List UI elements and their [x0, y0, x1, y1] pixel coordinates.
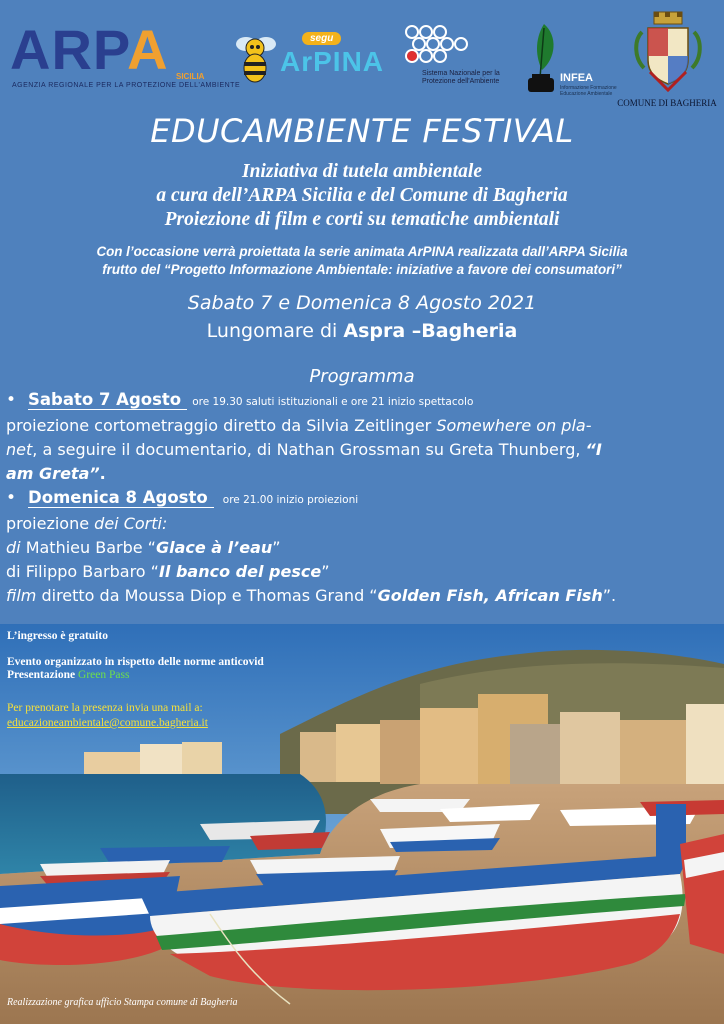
film-title: Il banco del pesce: [158, 562, 322, 581]
program-text: ”.: [602, 586, 617, 605]
program-text: diretto da Moussa Diop e Thomas Grand “: [36, 586, 378, 605]
program-text: dei Corti:: [94, 514, 168, 533]
film-title: Somewhere on pla-: [436, 416, 592, 435]
event-subtitle-line: Proiezione di film e corti su tematiche ambientali: [164, 209, 560, 230]
arpina-logo: [232, 28, 392, 88]
green-pass-info: [7, 669, 129, 682]
program-text: , a seguire il documentario, di Nathan Grossman su Greta Thunberg,: [32, 440, 586, 459]
program-text: ”: [321, 562, 330, 581]
arpa-logo-region: SICILIA: [176, 72, 205, 81]
program-text: proiezione cortometraggio diretto da Silvia Zeitlinger: [6, 416, 437, 435]
program-text: film: [6, 586, 37, 605]
bullet: •: [6, 390, 17, 410]
program-text: Mathieu Barbe “: [20, 538, 156, 557]
event-place-name: Aspra –Bagheria: [343, 320, 518, 342]
coat-of-arms-icon: [628, 10, 708, 96]
infea-logo-text: INFEA: [560, 72, 593, 84]
event-note-line: Con l’occasione verrà proiettata la serie animata ArPINA realizzata dall’ARPA Sicilia: [96, 244, 628, 259]
arpina-logo-tag: segu: [302, 32, 341, 45]
graphic-credit: Realizzazione grafica ufficio Stampa comune di Bagheria: [7, 997, 238, 1008]
event-title: EDUCAMBIENTE FESTIVAL: [150, 112, 574, 150]
arpa-logo-a: A: [127, 18, 169, 81]
quill-inkwell-icon: [522, 22, 562, 98]
program-text: di: [6, 538, 21, 557]
event-note-line: frutto del “Progetto Informazione Ambientale: iniziative a favore dei consumatori”: [102, 262, 622, 277]
film-title: am Greta”: [6, 464, 100, 483]
program-day-1: [6, 390, 722, 486]
infea-logo-subtitle: Informazione Formazione Educazione Ambientale: [560, 85, 617, 97]
bee-icon: [232, 30, 278, 88]
event-place: [0, 320, 724, 342]
presentation-prefix: Presentazione: [7, 669, 79, 681]
program-text: proiezione: [6, 514, 95, 533]
covid-info: [7, 656, 264, 669]
event-place-prefix: Lungomare di: [206, 320, 344, 342]
beach-boats-photo: [0, 624, 724, 1024]
booking-text: Per prenotare la presenza invia una mail a:: [7, 702, 203, 714]
program-day-label: Sabato 7 Agosto: [28, 390, 187, 410]
film-title: Golden Fish, African Fish: [377, 586, 603, 605]
email-link[interactable]: educazioneambientale@comune.bagheria.it: [7, 717, 208, 729]
arpa-logo-text: ARP: [10, 18, 128, 81]
bullet: •: [6, 488, 17, 508]
entry-info: [7, 630, 108, 643]
film-title: net: [6, 440, 33, 459]
logo-bar: [0, 0, 724, 110]
program-schedule: ore 19.30 saluti istituzionali e ore 21 inizio spettacolo: [192, 396, 474, 408]
program-heading: Programma: [309, 366, 415, 387]
program-text: .: [99, 464, 106, 483]
covid-text: Evento organizzato in rispetto delle norme anticovid: [7, 656, 264, 668]
snpa-logo: [404, 24, 522, 96]
program-schedule: ore 21.00 inizio proiezioni: [222, 494, 359, 506]
event-subtitle-line: Iniziativa di tutela ambientale: [242, 161, 482, 182]
program-day-2: [6, 488, 722, 608]
program-text: ”: [272, 538, 281, 557]
green-pass-text: Green Pass: [78, 669, 130, 681]
event-dates: Sabato 7 e Domenica 8 Agosto 2021: [187, 292, 537, 314]
arpina-logo-text: ArPINA: [280, 46, 385, 77]
entry-free-text: L’ingresso è gratuito: [7, 630, 108, 642]
hexagon-grid-icon: [404, 24, 474, 68]
beach-scene: [0, 624, 724, 1024]
program-day-label: Domenica 8 Agosto: [28, 488, 214, 508]
snpa-logo-text: Sistema Nazionale per la Protezione dell'Ambiente: [422, 70, 500, 85]
arpa-sicilia-logo: [10, 18, 241, 90]
bagheria-logo: [606, 10, 724, 106]
event-subtitle-line: a cura dell’ARPA Sicilia e del Comune di Bagheria: [156, 185, 568, 206]
arpa-logo-subtitle: AGENZIA REGIONALE PER LA PROTEZIONE DELL'AMBIENTE: [12, 82, 241, 89]
bagheria-logo-text: COMUNE DI BAGHERIA: [617, 98, 717, 108]
film-title: Glace à l’eau: [155, 538, 273, 557]
program-text: di Filippo Barbaro “: [6, 562, 159, 581]
film-title: “I: [585, 440, 602, 459]
